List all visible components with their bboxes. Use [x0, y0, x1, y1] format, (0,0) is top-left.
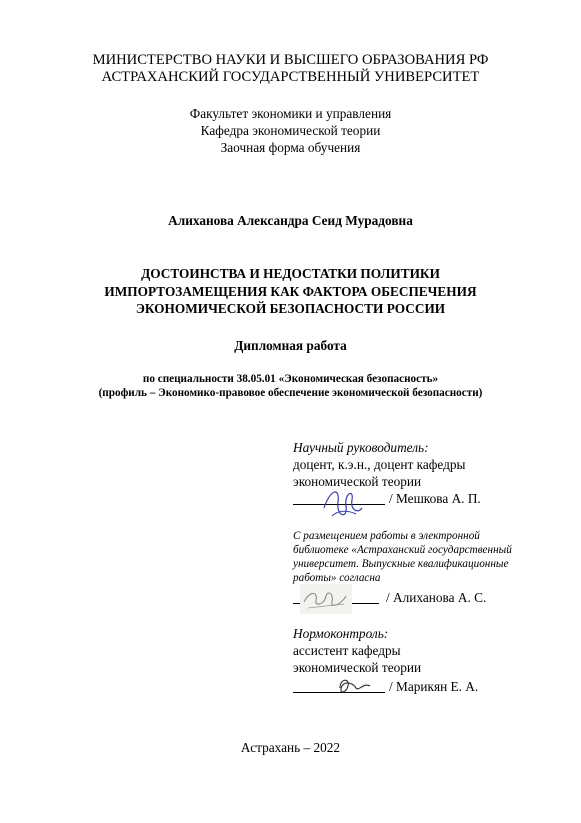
supervisor-department: экономической теории	[293, 474, 422, 489]
supervisor-label: Научный руководитель:	[293, 440, 429, 455]
university-line: АСТРАХАНСКИЙ ГОСУДАРСТВЕННЫЙ УНИВЕРСИТЕТ	[101, 69, 480, 85]
normcontrol-signature	[334, 674, 374, 698]
department-line: Кафедра экономической теории	[200, 123, 381, 138]
author-name: Алиханова Александра Сеид Мурадовна	[168, 213, 413, 228]
consent-line-1: С размещением работы в электронной	[293, 530, 480, 542]
author-signature	[300, 584, 352, 614]
title-line-1: ДОСТОИНСТВА И НЕДОСТАТКИ ПОЛИТИКИ	[141, 266, 440, 281]
supervisor-position: доцент, к.э.н., доцент кафедры	[293, 457, 466, 472]
city-year: Астрахань – 2022	[240, 740, 341, 755]
work-type: Дипломная работа	[234, 338, 347, 353]
ministry-line: МИНИСТЕРСТВО НАУКИ И ВЫСШЕГО ОБРАЗОВАНИЯ РФ	[92, 52, 489, 68]
normcontrol-name: / Марикян Е. А.	[389, 679, 479, 694]
study-form-line: Заочная форма обучения	[220, 140, 361, 155]
faculty-line: Факультет экономики и управления	[189, 106, 392, 121]
specialty-line: по специальности 38.05.01 «Экономическая безопасность»	[142, 373, 439, 385]
profile-line: (профиль – Экономико-правовое обеспечение экономической безопасности)	[98, 387, 483, 399]
consent-line-3: университет. Выпускные квалификационные	[293, 558, 509, 570]
consent-line-2: библиотеке «Астраханский государственный	[293, 544, 512, 556]
supervisor-name: / Мешкова А. П.	[389, 491, 481, 506]
supervisor-signature	[318, 480, 368, 524]
title-line-2: ИМПОРТОЗАМЕЩЕНИЯ КАК ФАКТОРА ОБЕСПЕЧЕНИЯ	[104, 284, 477, 299]
normcontrol-label: Нормоконтроль:	[293, 626, 389, 641]
consent-line-4: работы» согласна	[293, 572, 381, 584]
consent-name: / Алиханова А. С.	[386, 590, 487, 605]
normcontrol-position: ассистент кафедры	[293, 643, 401, 658]
normcontrol-department: экономической теории	[293, 660, 422, 675]
title-line-3: ЭКОНОМИЧЕСКОЙ БЕЗОПАСНОСТИ РОССИИ	[135, 301, 446, 316]
